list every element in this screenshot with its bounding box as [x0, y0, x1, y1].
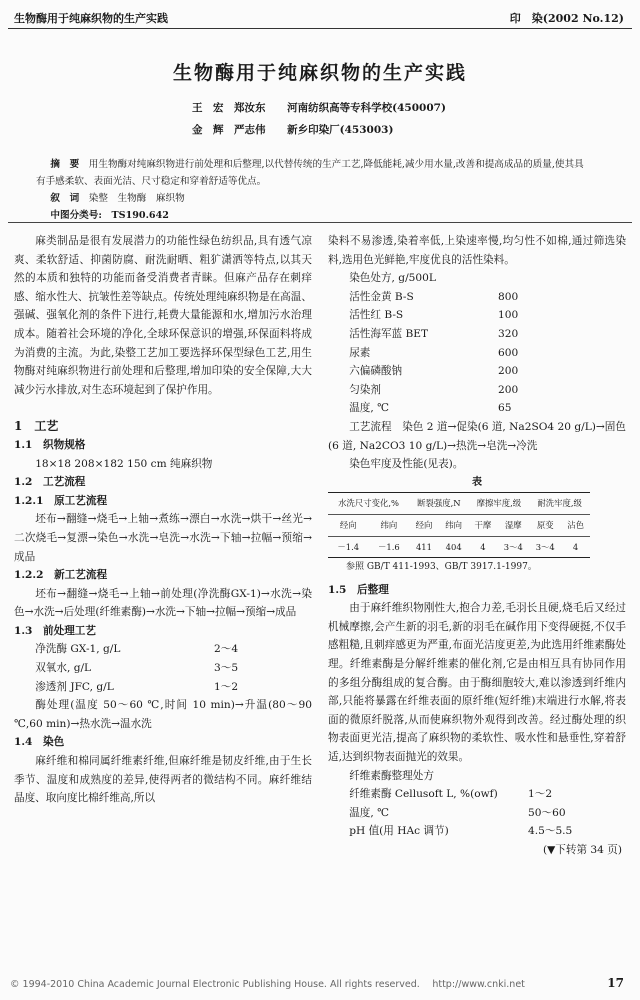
finish-recipe-row	[328, 785, 626, 804]
article-title: 生物酶用于纯麻织物的生产实践	[172, 62, 467, 84]
table-row	[328, 536, 590, 558]
new-process-flow: 坯布→翻缝→烧毛→上轴→前处理(净洗酶GX-1)→水洗→染色→水洗→后处理(纤维素酶)→水洗→下轴→拉幅→预缩→成品	[14, 587, 312, 619]
recipe-value: 200	[498, 383, 519, 396]
recipe-item: 活性金黄 B-S	[349, 290, 414, 303]
recipe-value: 200	[498, 365, 519, 378]
finish-recipe-row	[328, 804, 626, 823]
recipe-value: 1～2	[214, 680, 239, 693]
original-process-flow: 坯布→翻缝→烧毛→上轴→煮练→漂白→水洗→烘干→丝光→二次烧毛→复漂→染色→水洗→皂洗→水洗→下轴→拉幅→预缩→成品	[14, 513, 312, 563]
dye-recipe-row	[328, 381, 626, 400]
table-header-row	[328, 493, 590, 515]
abstract-text: 用生物酶对纯麻织物进行前处理和后整理,以代替传统的生产工艺,降低能耗,减少用水量,改善和提高成品的质量,使其具有手感柔软、表面光洁、尺寸稳定和穿着舒适等优点。	[36, 159, 584, 187]
author-affiliation: 新乡印染厂(453003)	[287, 124, 394, 136]
section-1-3-heading: 1.3 前处理工艺	[14, 624, 96, 637]
recipe-item: 双氧水, g/L	[35, 662, 92, 675]
dye-recipe-row	[328, 288, 626, 307]
table-cell: 4	[572, 541, 579, 552]
page-number: 17	[607, 976, 624, 990]
recipe-value: 50～60	[528, 806, 566, 819]
table-header: 摩擦牢度,级	[476, 498, 522, 509]
finish-recipe-row	[328, 822, 626, 841]
recipe-value: 100	[498, 309, 519, 322]
recipe-item: 活性红 B-S	[349, 309, 404, 322]
dyeing-continued: 染料不易渗透,染着率低,上染速率慢,均匀性不如棉,通过筛选染料,选用色光鲜艳,牢度优良的活性染料。	[328, 235, 626, 266]
section-1-2-1-heading: 1.2.1 原工艺流程	[14, 494, 108, 507]
dye-recipe-row	[328, 362, 626, 381]
keywords-label: 叙 词	[50, 193, 80, 204]
section-1-2-2-heading: 1.2.2 新工艺流程	[14, 569, 108, 582]
author-line-1	[192, 100, 446, 115]
recipe-value: 65	[498, 402, 512, 415]
table-subheader: 纬向	[445, 519, 463, 530]
standards-reference: 参照 GB/T 411-1993、GB/T 3917.1-1997。	[346, 562, 537, 573]
table-subheader: 纬向	[380, 519, 398, 530]
recipe-item: 温度, ℃	[349, 806, 389, 819]
continuation-note: (▼下转第 34 页)	[542, 844, 622, 856]
header-title: 生物酶用于纯麻织物的生产实践	[14, 12, 168, 25]
recipe-item: 六偏磷酸钠	[349, 365, 403, 378]
recipe-item: 温度, ℃	[349, 402, 389, 415]
table-subheader: 湿摩	[504, 519, 522, 530]
table-cell: 4	[480, 541, 486, 552]
finish-recipe-title: 纤维素酶整理处方	[349, 769, 434, 782]
copyright-footer: © 1994-2010 China Academic Journal Electronic Publishing House. All rights reserved. http://www.cnki.net	[10, 979, 525, 990]
dye-recipe-row	[328, 344, 626, 363]
recipe-item: 渗透剂 JFC, g/L	[35, 680, 114, 693]
table-subheader: 经向	[339, 519, 357, 530]
table-cell: 404	[445, 541, 462, 552]
dyeing-process-flow: 工艺流程 染色 2 道→促染(6 道, Na2SO4 20 g/L)→固色(6 道, Na2CO3 10 g/L)→热洗→皂洗→冷洗	[328, 420, 626, 452]
dye-recipe-row	[328, 325, 626, 344]
section-1-1-heading: 1.1 织物规格	[14, 438, 86, 451]
fabric-spec: 18×18 208×182 150 cm 纯麻织物	[35, 457, 213, 470]
pretreat-row	[14, 678, 312, 697]
dyeing-paragraph: 麻纤维和棉同属纤维素纤维,但麻纤维是韧皮纤维,由于生长季节、温度和成熟度的差异,使得两者的微结构不同。麻纤维结晶度、取向度比棉纤维高,所以	[14, 755, 312, 805]
table-header: 水洗尺寸变化,%	[338, 498, 399, 509]
table-caption: 表	[472, 476, 482, 488]
table-subheader-row	[328, 514, 590, 536]
table-cell: 411	[415, 541, 432, 552]
keywords: 染整 生物酶 麻织物	[88, 193, 185, 204]
recipe-item: 纤维素酶 Cellusoft L, %(owf)	[349, 788, 498, 801]
dye-recipe-row	[328, 399, 626, 418]
recipe-item: pH 值(用 HAc 调节)	[349, 825, 449, 838]
table-cell: －1.6	[377, 541, 400, 552]
post-finishing-paragraph: 由于麻纤维织物刚性大,抱合力差,毛羽长且硬,烧毛后又经过机械摩擦,会产生新的羽毛,新的羽毛在碱作用下变得硬挺,不仅手感粗糙,且刺痒感更为严重,布面光洁度更差,为此选用纤维素酶处理。纤维素酶是分解纤维素的催化剂,它是由相互具有协同作用的多组分酶组成的复合酶。由于酶细胞较大,难以渗透到纤维内部,只能将暴露在纤维表面的原纤维(短纤维)末端进行水解,将表面的微原纤脱落,从而使麻织物外观得到改善。经过酶处理的织物表面更光洁,提高了麻织物的柔软性、吸水性和悬垂性,穿着舒适,达到织物表面抛光的效果。	[328, 602, 626, 764]
recipe-value: 1～2	[528, 788, 553, 801]
fastness-table	[328, 492, 590, 558]
recipe-item: 匀染剂	[349, 383, 381, 396]
intro-paragraph: 麻类制品是很有发展潜力的功能性绿色纺织品,具有透气凉爽、柔软舒适、抑菌防腐、耐洗耐晒、粗犷潇洒等特点,以其天然的本质和独特的功能而备受消费者青睐。但麻产品存在刺痒感、缩水性大、抗皱性差等缺点。传统处理纯麻织物是在高温、强碱、强氧化剂的条件下进行,耗费大量能源和水,增加污水治理成本。随着社会环境的净化,全球环保意识的增强,环保面料将成为消费的主流。为此,染整工艺加工要选择环保型绿色工艺,用生物酶对纯麻织物进行前处理和后整理,增加印染的安全保障,大大减少污水排放,对生态环境起到了保护作用。	[14, 235, 312, 396]
author-affiliation: 河南纺织高等专科学校(450007)	[287, 102, 446, 114]
table-cell: －1.4	[337, 541, 360, 552]
abstract-divider	[8, 222, 632, 223]
left-column	[14, 232, 312, 808]
recipe-value: 320	[498, 327, 519, 340]
fastness-intro: 染色牢度及性能(见表)。	[349, 458, 464, 471]
recipe-value: 2～4	[214, 643, 239, 656]
pretreat-row	[14, 640, 312, 659]
section-1-2-heading: 1.2 工艺流程	[14, 476, 86, 489]
table-header: 断裂强度,N	[417, 498, 461, 509]
recipe-item: 净洗酶 GX-1, g/L	[35, 643, 121, 656]
pretreat-row	[14, 659, 312, 678]
recipe-item: 活性海军蓝 BET	[349, 327, 429, 340]
table-subheader: 沾色	[567, 519, 584, 530]
classification-label: 中图分类号:	[50, 210, 102, 221]
enzyme-treatment: 酶处理(温度 50～60 ℃,时间 10 min)→升温(80～90 ℃,60 min)→热水洗→温水洗	[14, 699, 312, 730]
table-subheader: 干摩	[474, 519, 492, 530]
author-names: 金 辉 严志伟	[192, 124, 266, 136]
abstract-label: 摘 要	[50, 159, 80, 170]
recipe-value: 800	[498, 290, 519, 303]
recipe-value: 600	[498, 346, 519, 359]
table-cell: 3～4	[535, 541, 555, 552]
author-names: 王 宏 郑汝东	[192, 102, 266, 114]
recipe-value: 4.5～5.5	[528, 825, 573, 838]
recipe-value: 3～5	[214, 662, 239, 675]
section-1-5-heading: 1.5 后整理	[328, 583, 389, 596]
recipe-item: 尿素	[349, 346, 371, 359]
section-1-heading: 1 工艺	[14, 419, 59, 434]
running-header	[8, 6, 632, 29]
table-header: 耐洗牢度,级	[537, 498, 582, 509]
section-1-4-heading: 1.4 染色	[14, 736, 65, 749]
table-cell: 3～4	[503, 541, 523, 552]
right-column	[328, 232, 626, 860]
classification-code: TS190.642	[111, 210, 169, 221]
dye-recipe-title: 染色处方, g/500L	[349, 272, 436, 285]
table-subheader: 原变	[536, 519, 554, 530]
author-line-2	[192, 122, 393, 137]
abstract	[36, 156, 592, 224]
dye-recipe-row	[328, 306, 626, 325]
table-subheader: 经向	[415, 519, 433, 530]
header-journal: 印 染(2002 No.12)	[509, 12, 624, 25]
